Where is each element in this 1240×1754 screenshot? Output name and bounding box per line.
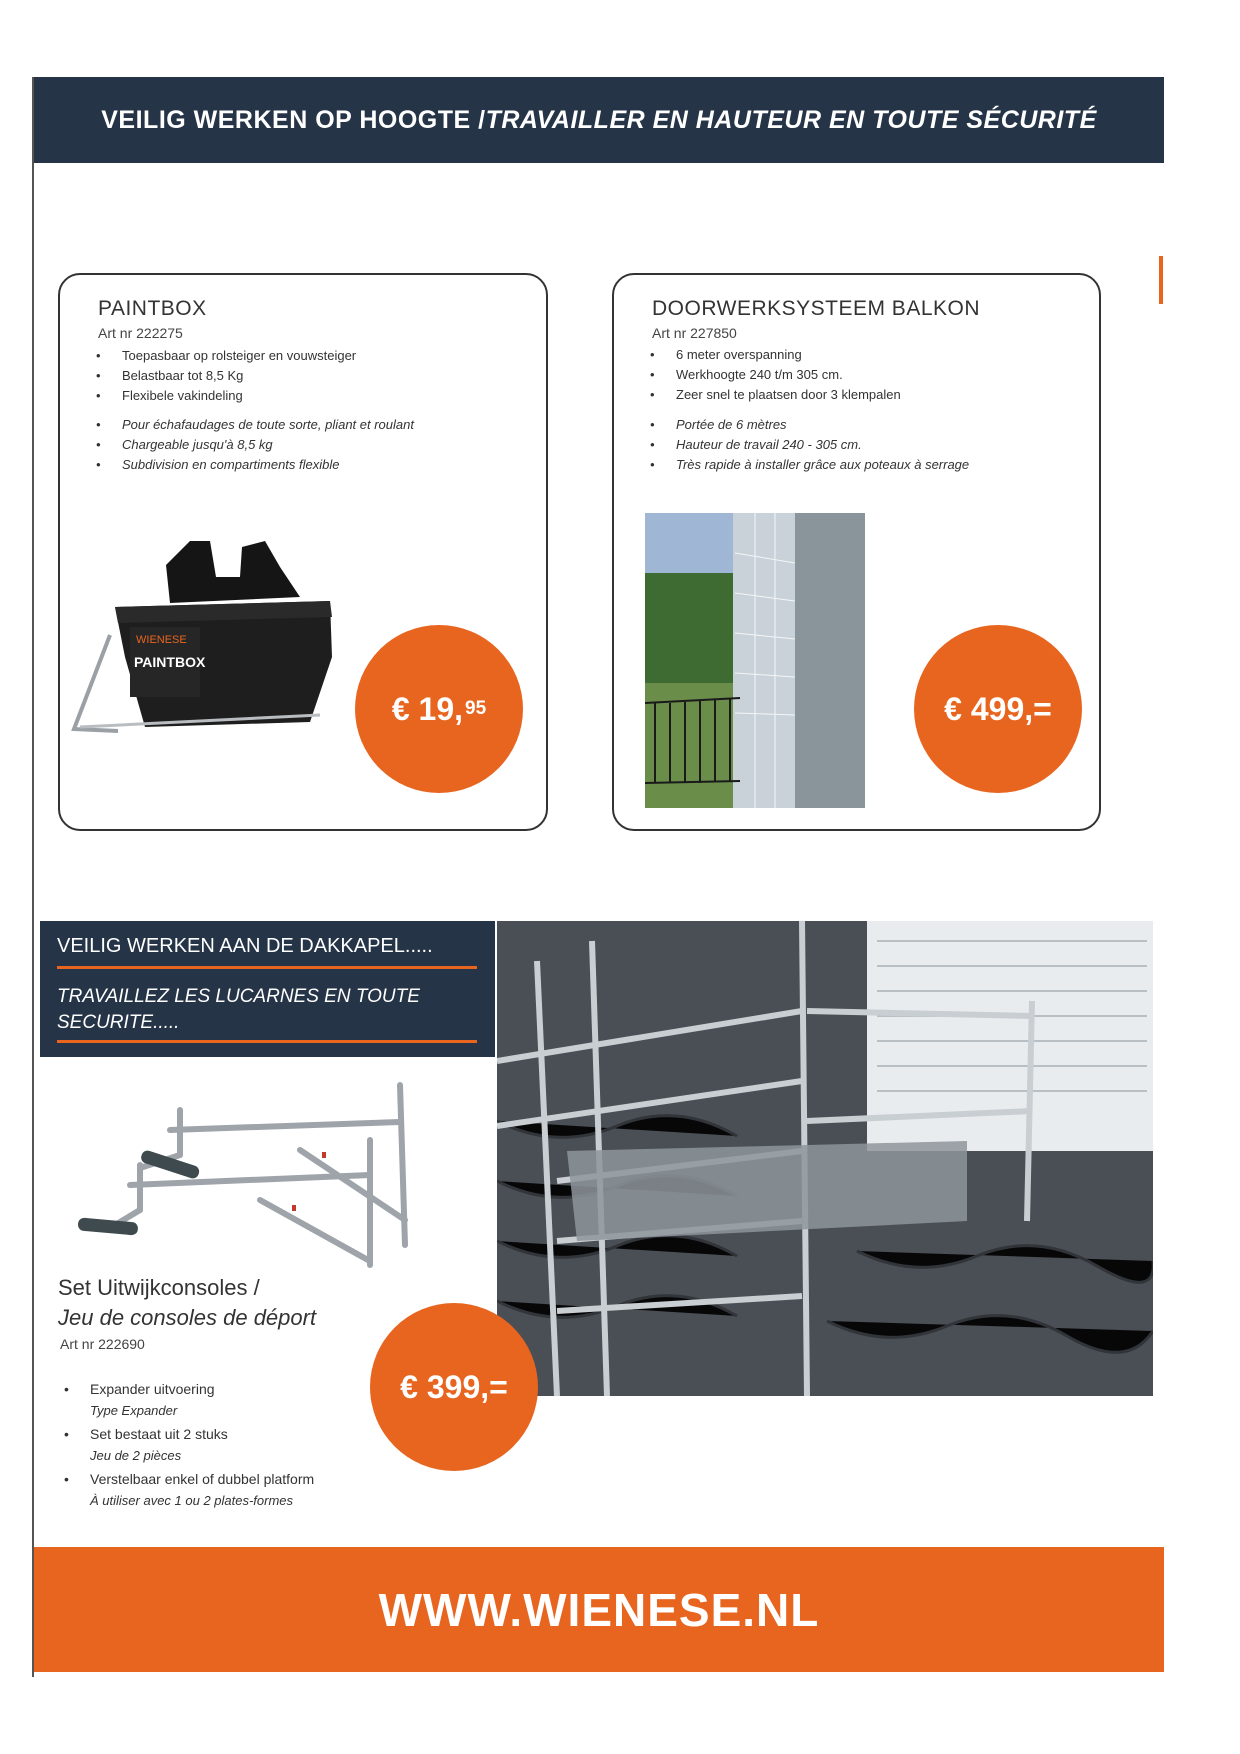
consoles-price-badge: € 399,= bbox=[370, 1303, 538, 1471]
list-item: • Hauteur de travail 240 - 305 cm. bbox=[646, 435, 969, 455]
header-banner bbox=[34, 77, 1164, 163]
consoles-title-fr: Jeu de consoles de déport bbox=[58, 1305, 317, 1330]
bullet-nl: Expander uitvoering bbox=[90, 1381, 215, 1397]
balkon-bullets-nl bbox=[646, 345, 901, 405]
list-item: • Subdivision en compartiments flexible bbox=[92, 455, 414, 475]
paintbox-title: PAINTBOX bbox=[98, 297, 207, 320]
header-title-nl: VEILIG WERKEN OP HOOGTE / bbox=[101, 105, 486, 134]
consoles-bullets bbox=[58, 1378, 314, 1513]
consoles-art-number: Art nr 222690 bbox=[60, 1336, 145, 1352]
dakkapel-heading-panel bbox=[40, 921, 495, 1057]
bullet-nl: Set bestaat uit 2 stuks bbox=[90, 1426, 228, 1442]
balkon-photo bbox=[645, 513, 865, 808]
bullet-fr: À utiliser avec 1 ou 2 plates-formes bbox=[90, 1493, 294, 1508]
dakkapel-photo bbox=[497, 921, 1153, 1396]
list-item: • Toepasbaar op rolsteiger en vouwsteiger bbox=[92, 346, 356, 366]
edge-mark bbox=[1159, 256, 1163, 304]
balkon-price-badge: € 499,= bbox=[914, 625, 1082, 793]
list-item: • Très rapide à installer grâce aux poteaux à serrage bbox=[646, 455, 969, 475]
bullet-fr: Jeu de 2 pièces bbox=[90, 1448, 182, 1463]
balkon-art-number: Art nr 227850 bbox=[652, 325, 737, 341]
balkon-bullets-fr bbox=[646, 415, 969, 475]
paintbox-bullets-fr bbox=[92, 415, 414, 475]
list-item: • Portée de 6 mètres bbox=[646, 415, 969, 435]
paintbox-product-image bbox=[70, 517, 370, 747]
list-item: • 6 meter overspanning bbox=[646, 345, 901, 365]
list-item: • Chargeable jusqu'à 8,5 kg bbox=[92, 435, 414, 455]
list-item bbox=[58, 1468, 314, 1512]
paintbox-price-main: € 19, bbox=[391, 690, 464, 727]
list-item: • Zeer snel te plaatsen door 3 klempalen bbox=[646, 385, 901, 405]
consoles-title-nl: Set Uitwijkconsoles / bbox=[58, 1275, 260, 1300]
website-link[interactable]: WWW.WIENESE.NL bbox=[378, 1583, 820, 1636]
paintbox-price-badge bbox=[355, 625, 523, 793]
page-edge bbox=[32, 77, 34, 1677]
list-item bbox=[58, 1423, 314, 1467]
list-item bbox=[58, 1378, 314, 1422]
paintbox-art-number: Art nr 222275 bbox=[98, 325, 183, 341]
dakkapel-heading-nl: VEILIG WERKEN AAN DE DAKKAPEL..... bbox=[57, 935, 433, 957]
bullet-fr: Type Expander bbox=[90, 1403, 178, 1418]
list-item: • Pour échafaudages de toute sorte, pliant et roulant bbox=[92, 415, 414, 435]
divider bbox=[57, 966, 477, 969]
consoles-title bbox=[58, 1273, 316, 1333]
footer-banner bbox=[34, 1547, 1164, 1672]
list-item: • Werkhoogte 240 t/m 305 cm. bbox=[646, 365, 901, 385]
paintbox-brand: WIENESE bbox=[136, 634, 187, 646]
paintbox-bullets-nl bbox=[92, 346, 356, 406]
bullet-nl: Verstelbaar enkel of dubbel platform bbox=[90, 1471, 315, 1487]
balkon-card bbox=[612, 273, 1101, 831]
list-item: • Flexibele vakindeling bbox=[92, 386, 356, 406]
paintbox-label: PAINTBOX bbox=[134, 654, 206, 670]
header-title-fr: TRAVAILLER EN HAUTEUR EN TOUTE SÉCURITÉ bbox=[485, 105, 1097, 134]
paintbox-price-cents: 95 bbox=[465, 698, 487, 719]
dakkapel-heading-fr: TRAVAILLEZ LES LUCARNES EN TOUTE SECURITE..... bbox=[57, 986, 420, 1033]
consoles-product-image bbox=[70, 1070, 430, 1270]
balkon-title: DOORWERKSYSTEEM BALKON bbox=[652, 297, 981, 320]
list-item: • Belastbaar tot 8,5 Kg bbox=[92, 366, 356, 386]
divider bbox=[57, 1040, 477, 1043]
paintbox-card bbox=[58, 273, 548, 831]
